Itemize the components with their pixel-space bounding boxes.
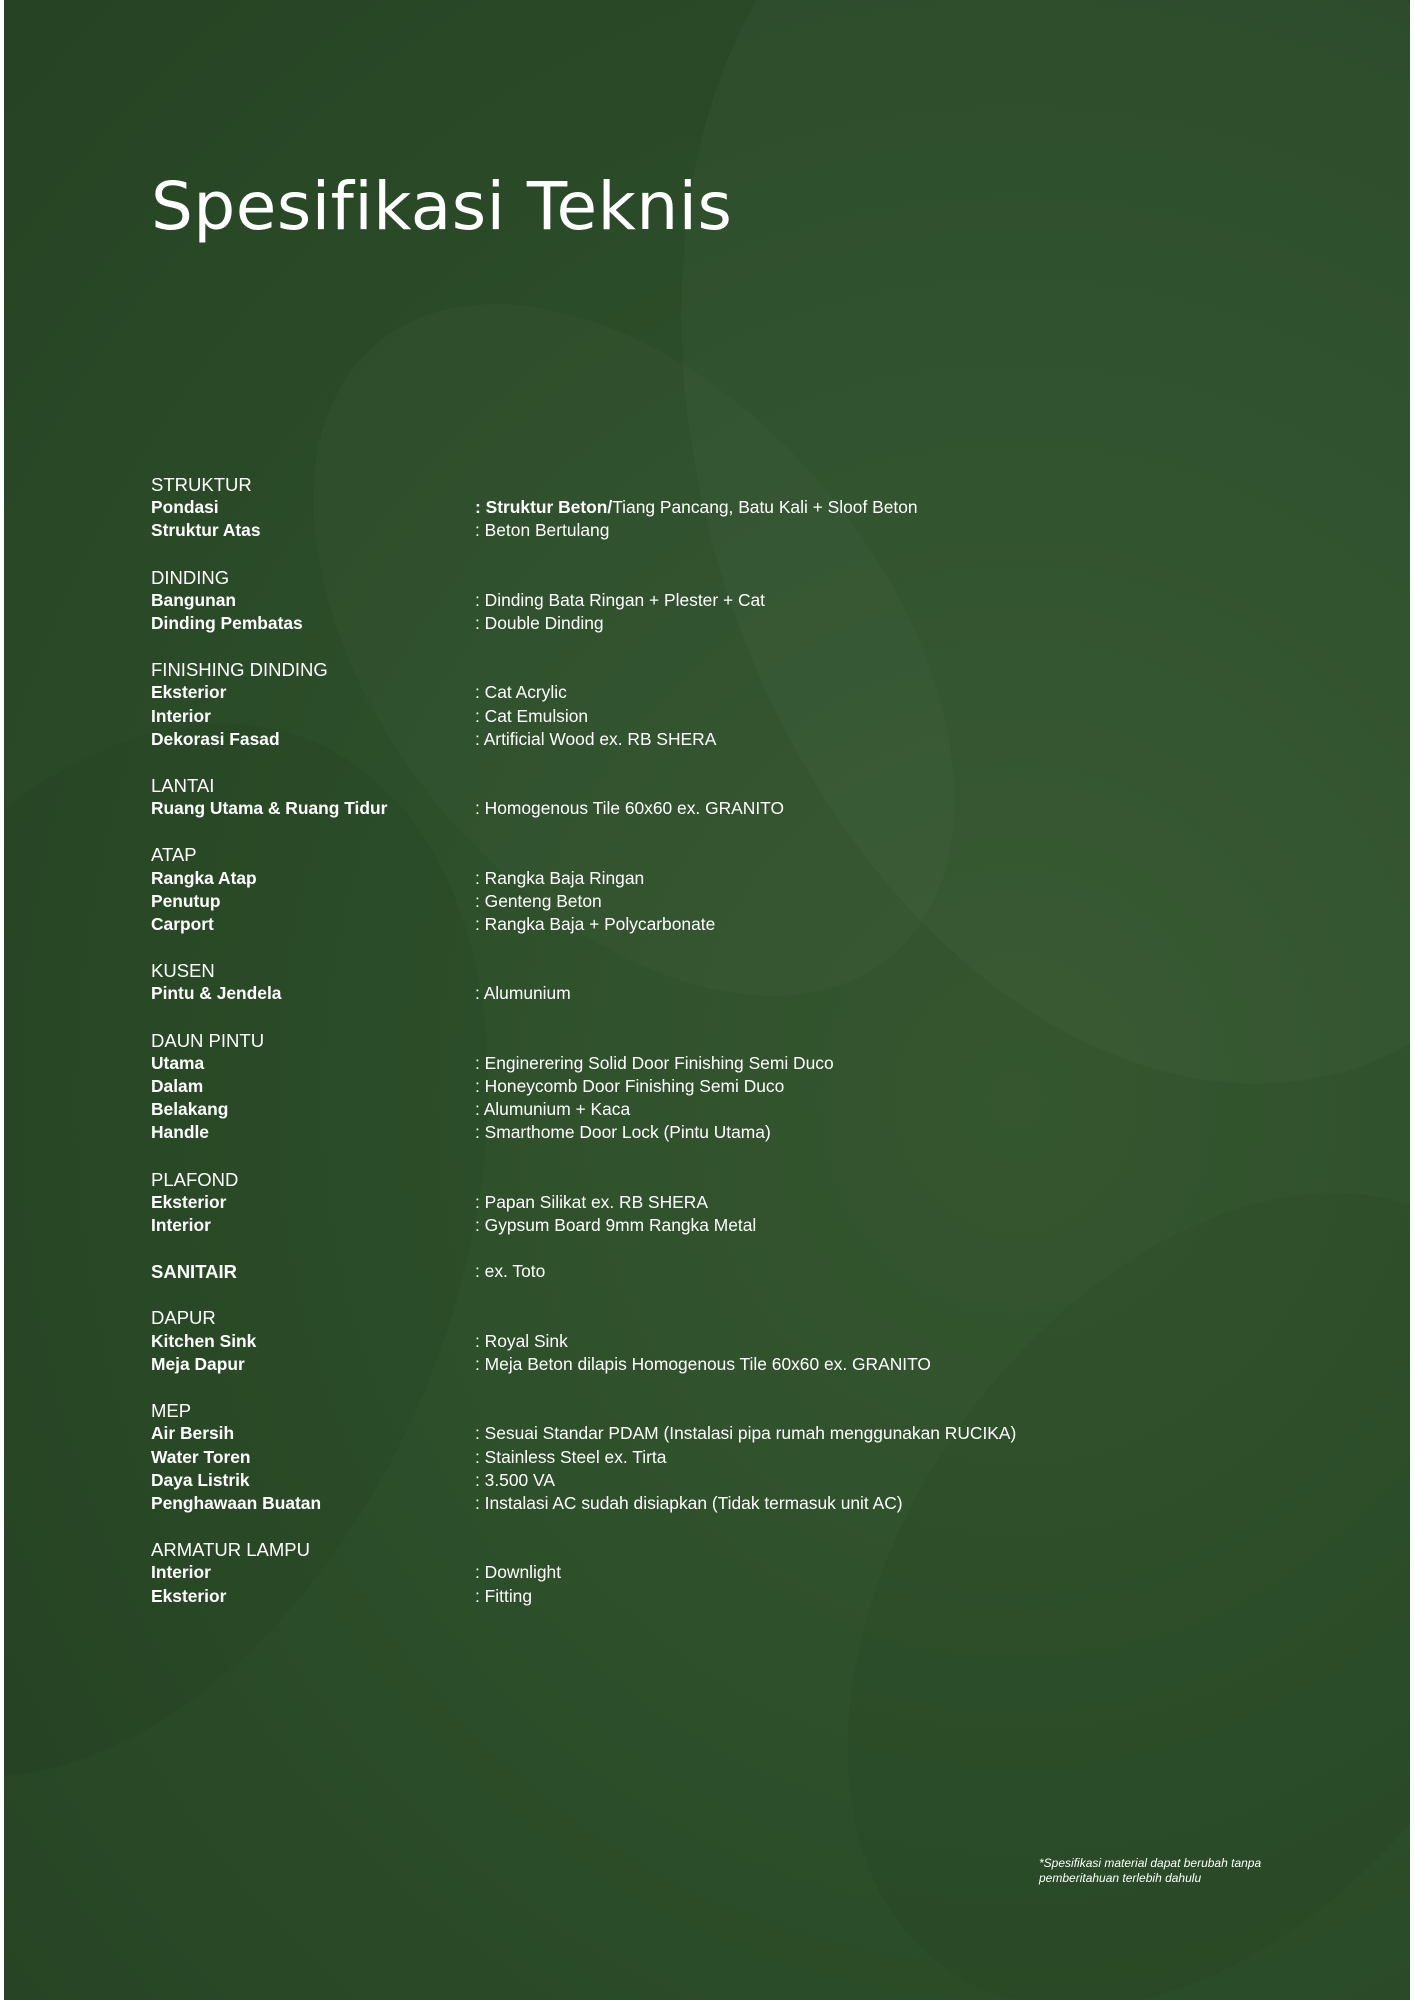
spec-value-text: : Rangka Baja Ringan — [475, 867, 645, 888]
spec-label: Eksterior — [151, 682, 227, 703]
spec-value-text: : Double Dinding — [475, 613, 604, 634]
spec-section — [151, 1306, 1251, 1376]
spec-row — [151, 496, 1251, 519]
spec-label: Pintu & Jendela — [151, 983, 282, 1004]
section-title: MEP — [151, 1400, 192, 1422]
spec-label: Struktur Atas — [151, 520, 261, 541]
spec-value-emphasis: : Struktur Beton/ — [475, 497, 613, 518]
spec-value-text: : Sesuai Standar PDAM (Instalasi pipa rumah menggunakan RUCIKA) — [475, 1423, 1017, 1444]
section-title: ATAP — [151, 844, 197, 866]
spec-section — [151, 473, 1251, 543]
section-title: STRUKTUR — [151, 474, 252, 495]
spec-row — [151, 1121, 1251, 1144]
spec-row — [151, 612, 1251, 635]
spec-row — [151, 1075, 1251, 1098]
spec-value-text: : Meja Beton dilapis Homogenous Tile 60x60 ex. GRANITO — [475, 1353, 931, 1374]
spec-value — [475, 681, 1251, 704]
spec-value — [475, 496, 1251, 519]
spec-value — [475, 1353, 1251, 1376]
page-title: Spesifikasi Teknis — [151, 168, 733, 245]
spec-section — [151, 959, 1251, 1005]
spec-label: Dalam — [151, 1076, 204, 1097]
spec-label: Pondasi — [151, 497, 219, 518]
spec-value: : ex. Toto — [475, 1261, 546, 1282]
spec-row — [151, 1353, 1251, 1376]
spec-value — [475, 1191, 1251, 1214]
spec-value — [475, 797, 1251, 820]
spec-value — [475, 589, 1251, 612]
spec-row — [151, 913, 1251, 936]
spec-section — [151, 1260, 1251, 1283]
spec-row — [151, 867, 1251, 890]
spec-label: Carport — [151, 914, 214, 935]
section-title: DAPUR — [151, 1307, 216, 1329]
spec-value — [475, 1052, 1251, 1075]
spec-value-text: : Beton Bertulang — [475, 520, 610, 541]
spec-value-text: : Cat Emulsion — [475, 705, 589, 726]
section-title: LANTAI — [151, 775, 215, 797]
spec-value — [475, 890, 1251, 913]
spec-value — [475, 867, 1251, 890]
spec-value-text: : Alumunium + Kaca — [475, 1099, 631, 1120]
spec-row — [151, 890, 1251, 913]
spec-label: Interior — [151, 1215, 211, 1236]
section-title: ARMATUR LAMPU — [151, 1539, 310, 1561]
spec-value — [475, 1585, 1251, 1608]
spec-value-text: : Honeycomb Door Finishing Semi Duco — [475, 1076, 785, 1097]
spec-label: Eksterior — [151, 1585, 227, 1606]
section-title: PLAFOND — [151, 1168, 239, 1190]
spec-value-text: : Papan Silikat ex. RB SHERA — [475, 1191, 708, 1212]
spec-row — [151, 681, 1251, 704]
spec-value-text: : Fitting — [475, 1585, 533, 1606]
spec-value — [475, 1492, 1251, 1515]
spec-label: Eksterior — [151, 1191, 227, 1212]
spec-label: Air Bersih — [151, 1423, 235, 1444]
spec-row — [151, 1260, 1251, 1283]
spec-value — [475, 1561, 1251, 1584]
spec-section — [151, 566, 1251, 636]
spec-label: Utama — [151, 1052, 205, 1073]
spec-label: Belakang — [151, 1099, 229, 1120]
spec-value-text: : Royal Sink — [475, 1330, 568, 1351]
spec-value — [475, 612, 1251, 635]
spec-label: Water Toren — [151, 1446, 251, 1467]
spec-label: Daya Listrik — [151, 1469, 250, 1490]
footnote-line: *Spesifikasi material dapat berubah tanpa — [1039, 1856, 1262, 1870]
spec-value — [475, 705, 1251, 728]
spec-row — [151, 1330, 1251, 1353]
spec-value-text: : Rangka Baja + Polycarbonate — [475, 914, 716, 935]
spec-value — [475, 519, 1251, 542]
spec-value-text: : Smarthome Door Lock (Pintu Utama) — [475, 1122, 771, 1143]
spec-list — [151, 473, 1251, 1631]
section-title: SANITAIR — [151, 1261, 237, 1283]
spec-section — [151, 774, 1251, 820]
spec-section — [151, 1168, 1251, 1238]
spec-value — [475, 1469, 1251, 1492]
spec-row — [151, 1585, 1251, 1608]
spec-row — [151, 1214, 1251, 1237]
spec-row — [151, 728, 1251, 751]
spec-row — [151, 519, 1251, 542]
spec-label: Interior — [151, 705, 211, 726]
spec-value-text: : Homogenous Tile 60x60 ex. GRANITO — [475, 798, 784, 819]
spec-value — [475, 1075, 1251, 1098]
spec-page — [4, 0, 1410, 2000]
spec-value-text: : Dinding Bata Ringan + Plester + Cat — [475, 589, 766, 610]
section-title: DAUN PINTU — [151, 1029, 265, 1051]
spec-row — [151, 982, 1251, 1005]
spec-label: Bangunan — [151, 589, 237, 610]
spec-label: Dekorasi Fasad — [151, 728, 280, 749]
spec-row — [151, 705, 1251, 728]
spec-value-text: : Gypsum Board 9mm Rangka Metal — [475, 1215, 757, 1236]
spec-value-text: : Artificial Wood ex. RB SHERA — [475, 728, 717, 749]
spec-label: Penghawaan Buatan — [151, 1492, 322, 1513]
spec-value-text: : 3.500 VA — [475, 1469, 555, 1490]
spec-value-text: : Stainless Steel ex. Tirta — [475, 1446, 667, 1467]
spec-row — [151, 1446, 1251, 1469]
section-title: KUSEN — [151, 960, 215, 982]
spec-label: Ruang Utama & Ruang Tidur — [151, 798, 388, 819]
spec-value-text: : Alumunium — [475, 983, 571, 1004]
footnote-line: pemberitahuan terlebih dahulu — [1039, 1871, 1202, 1885]
spec-label: Kitchen Sink — [151, 1330, 257, 1351]
spec-value-text: : Cat Acrylic — [475, 682, 567, 703]
spec-value — [475, 1330, 1251, 1353]
spec-row — [151, 1492, 1251, 1515]
spec-row — [151, 797, 1251, 820]
spec-section — [151, 1538, 1251, 1608]
spec-label: Handle — [151, 1122, 209, 1143]
footnote — [1039, 1856, 1339, 1886]
spec-value-text: : Downlight — [475, 1562, 562, 1583]
spec-section — [151, 843, 1251, 936]
spec-value — [475, 1214, 1251, 1237]
spec-value — [475, 982, 1251, 1005]
section-title: FINISHING DINDING — [151, 659, 328, 681]
spec-value — [475, 1098, 1251, 1121]
spec-label: Rangka Atap — [151, 867, 257, 888]
spec-row — [151, 1098, 1251, 1121]
spec-section — [151, 1029, 1251, 1145]
spec-value-text: : Genteng Beton — [475, 890, 602, 911]
spec-row — [151, 1561, 1251, 1584]
spec-value — [475, 1446, 1251, 1469]
spec-row — [151, 589, 1251, 612]
spec-row — [151, 1191, 1251, 1214]
spec-value — [475, 1422, 1251, 1445]
spec-row — [151, 1422, 1251, 1445]
spec-row — [151, 1469, 1251, 1492]
spec-section — [151, 1399, 1251, 1515]
spec-value-text: Tiang Pancang, Batu Kali + Sloof Beton — [612, 497, 918, 518]
spec-value-text: : Enginerering Solid Door Finishing Semi Duco — [475, 1052, 834, 1073]
spec-label: Meja Dapur — [151, 1353, 245, 1374]
spec-value — [475, 913, 1251, 936]
section-title: DINDING — [151, 566, 230, 588]
spec-value — [475, 728, 1251, 751]
spec-value-text: : Instalasi AC sudah disiapkan (Tidak termasuk unit AC) — [475, 1492, 903, 1513]
spec-label: Penutup — [151, 890, 221, 911]
spec-row — [151, 1052, 1251, 1075]
spec-section — [151, 658, 1251, 751]
spec-value — [475, 1121, 1251, 1144]
spec-label: Interior — [151, 1562, 211, 1583]
spec-label: Dinding Pembatas — [151, 613, 303, 634]
